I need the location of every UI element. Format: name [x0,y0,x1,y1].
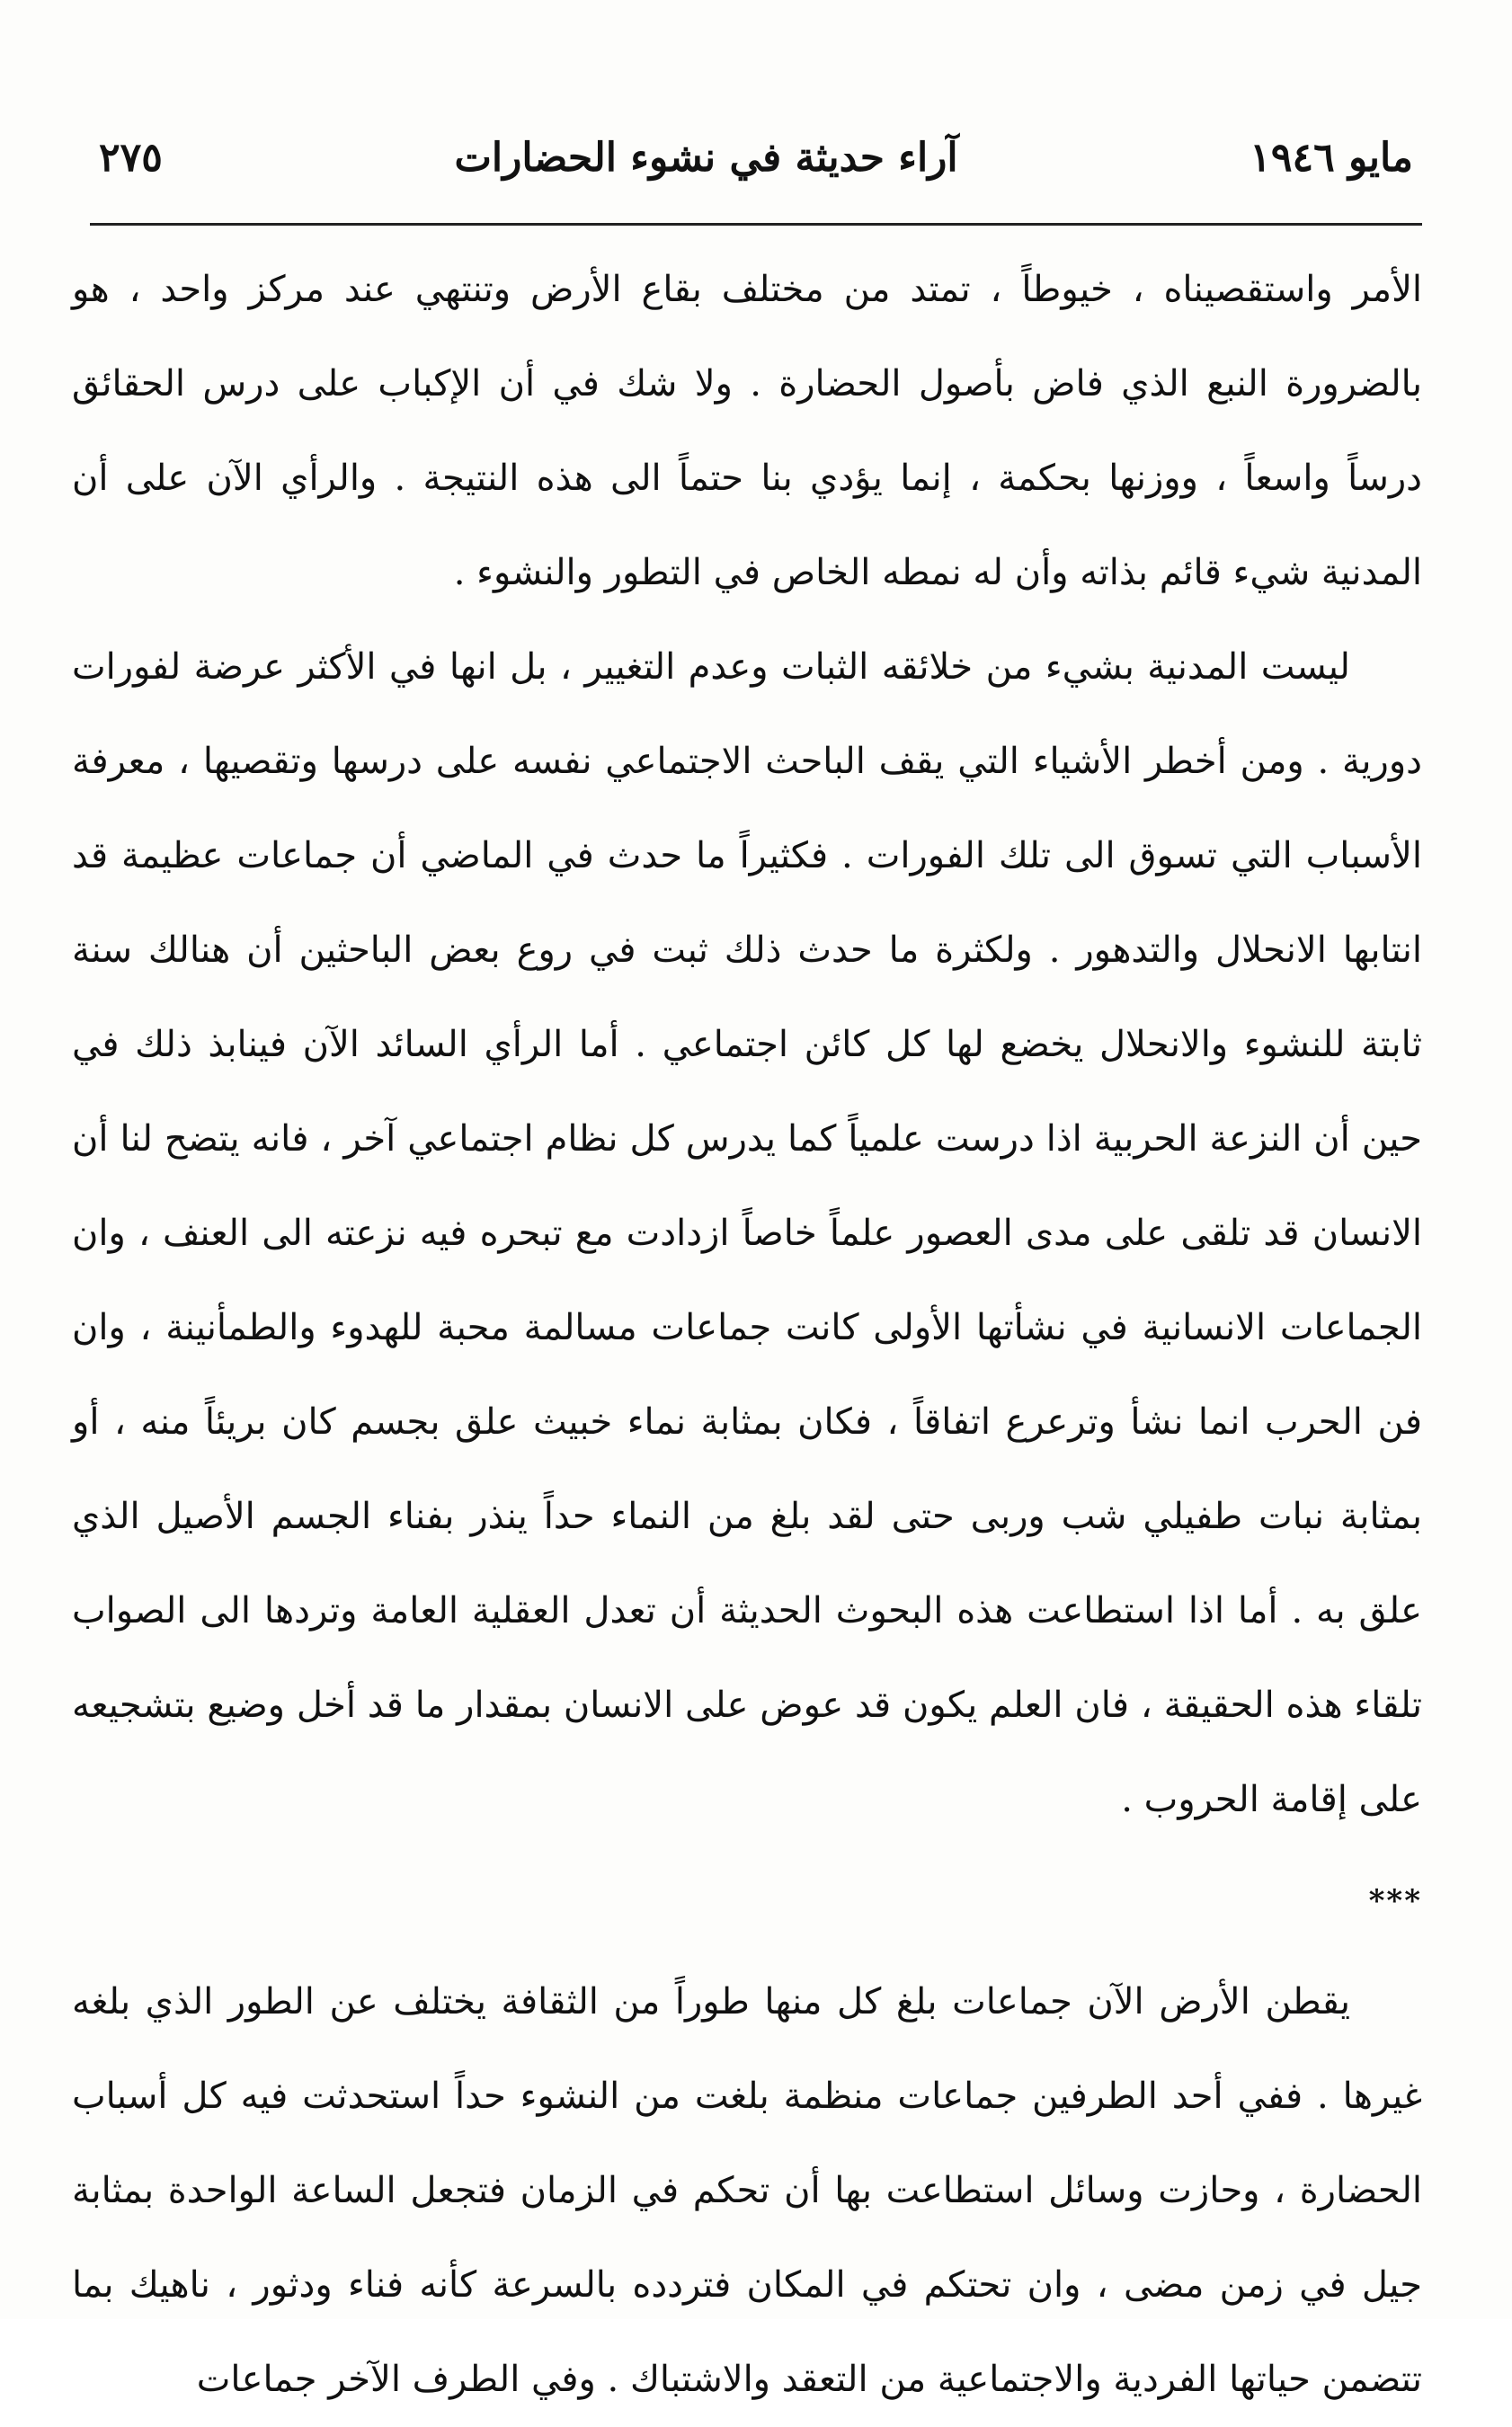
paragraph-2: ليست المدنية بشيء من خلائقه الثبات وعدم التغيير ، بل انها في الأكثر عرضة لفورات دورية . ومن أخطر الأشياء التي يقف الباحث الاجتماعي نفسه على درسها وتقصيها ، معرفة الأسباب التي تسوق الى تلك الفورات . فكثيراً ما حدث في الماضي أن جماعات عظيمة قد انتابها الانحلال والتدهور . ولكثرة ما حدث ذلك ثبت في روع بعض الباحثين أن هنالك سنة ثابتة للنشوء والانحلال يخضع لها كل كائن اجتماعي . أما الرأي السائد الآن فينابذ ذلك في حين أن النزعة الحربية اذا درست علمياً كما يدرس كل نظام اجتماعي آخر ، فانه يتضح لنا أن الانسان قد تلقى على مدى العصور علماً خاصاً ازدادت مع تبحره فيه نزعته الى العنف ، وان الجماعات الانسانية في نشأتها الأولى كانت جماعات مسالمة محبة للهدوء والطمأنينة ، وان فن الحرب انما نشأ وترعرع اتفاقاً ، فكان بمثابة نماء خبيث علق بجسم كان بريئاً منه ، أو بمثابة نبات طفيلي شب وربى حتى لقد بلغ من النماء حداً ينذر بفناء الجسم الأصيل الذي علق به . أما اذا استطاعت هذه البحوث الحديثة أن تعدل العقلية العامة وتردها الى الصواب تلقاء هذه الحقيقة ، فان العلم يكون قد عوض على الانسان بمقدار ما قد أخل وضيع بتشجيعه على إقامة الحروب . [72,646,1423,1820]
header-rule [90,223,1422,226]
running-head [99,126,1413,189]
header-date: مايو ١٩٤٦ [1250,134,1413,181]
header-page-number: ٢٧٥ [99,134,163,181]
paragraph-3: يقطن الأرض الآن جماعات بلغ كل منها طوراً من الثقافة يختلف عن الطور الذي بلغه غيرها . ففي أحد الطرفين جماعات منظمة بلغت من النشوء حداً استحدثت فيه كل أسباب الحضارة ، وحازت وسائل استطاعت بها أن تحكم في الزمان فتجعل الساعة الواحدة بمثابة جيل في زمن مضى ، وان تحتكم في المكان فتردده بالسرعة كأنه فناء ودثور ، ناهيك بما تتضمن حياتها الفردية والاجتماعية من التعقد والاشتباك . وفي الطرف الآخر جماعات [72,1981,1422,2400]
header-title: آراء حديثة في نشوء الحضارات [454,134,958,181]
section-separator: *** [1368,1883,1422,1919]
body-text [72,243,1422,2427]
paragraph-1: الأمر واستقصيناه ، خيوطاً ، تمتد من مختلف بقاع الأرض وتنتهي عند مركز واحد ، هو بالضرورة النبع الذي فاض بأصول الحضارة . ولا شك في أن الإكباب على درس الحقائق درساً واسعاً ، ووزنها بحكمة ، إنما يؤدي بنا حتماً الى هذه النتيجة . والرأي الآن على أن المدنية شيء قائم بذاته وأن له نمطه الخاص في التطور والنشوء . [72,269,1422,593]
